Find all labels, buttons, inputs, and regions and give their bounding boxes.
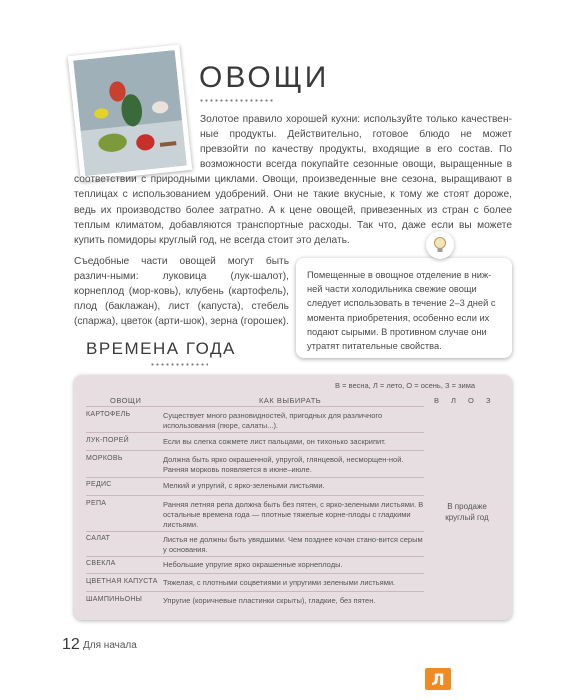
intro-paragraph: Золотое правило хорошей кухни: используйте только качествен-ные продукты. Действительно, готовое блюдо не может превзойти по качеству продукты, входящие в его состав. По возможности всегда покупайте сезонные овощи, выращенные в соответствии с природными циклами. Овощи, произведенные вне сезона, выращивают в теплицах с использованием удобрений. Они не такие вкусные, к тому же стоят дороже, ведь их производство более затратно. А к цене овощей, привезенных из стран с более теплым климатом, добавляются транспортные расходы. Так что, даже если вы можете купить помидоры круглый год, не всегда стоит это делать. <box>74 114 512 246</box>
table-row-description: Мелкий и упругий, с ярко-зелеными листьями. <box>163 481 325 490</box>
row-separator <box>86 531 424 532</box>
title-underline-dots <box>199 99 275 102</box>
column-header-spring: В <box>434 396 440 405</box>
seasons-underline-dots <box>150 363 208 366</box>
column-header-vegetables: ОВОЩИ <box>110 396 142 405</box>
table-row-description: Должна быть ярко окрашенной, упругой, глянцевой, несморщен-ной. Ранняя морковь появляется в июне–июле. <box>163 455 404 474</box>
page-section-name: Для начала <box>83 640 137 651</box>
table-row-description: Тяжелая, с плотными соцветиями и упругими зелеными листьями. <box>163 578 396 587</box>
page-number: 12 <box>62 636 80 653</box>
column-header-how-to-choose: КАК ВЫБИРАТЬ <box>259 396 322 405</box>
row-separator <box>86 432 424 433</box>
storage-tip-text: Помещенные в овощное отделение в ниж-ней части холодильника свежие овощи следует использовать в течение 2–3 дней с момента приобретения, особенно если их подают сырыми. В противном случае они утратят питательные свойства. <box>307 270 496 352</box>
table-row-name: ШАМПИНЬОНЫ <box>86 596 143 603</box>
season-legend: В = весна, Л = лето, О = осень, З = зима <box>335 381 476 390</box>
table-row-name: КАРТОФЕЛЬ <box>86 411 131 418</box>
row-separator <box>86 573 424 574</box>
table-row-description: Листья не должны быть увядшими. Чем позднее кочан стано-вится серым у основания. <box>163 535 423 554</box>
row-separator <box>86 406 424 407</box>
row-separator <box>86 556 424 557</box>
edible-parts-paragraph: Съедобные части овощей могут быть различ-ными: луковица (лук-шалот), корнеплод (мор-ковь), клубень (картофель), плод (баклажан), лист (капуста), стебель (спаржа), цветок (арти-шок), зерна (горошек). <box>74 256 289 328</box>
publisher-logo: Л <box>425 668 451 690</box>
table-row-name: САЛАТ <box>86 535 111 542</box>
lightbulb-icon <box>426 231 454 259</box>
table-row-name: МОРКОВЬ <box>86 455 123 462</box>
row-separator <box>86 495 424 496</box>
table-row-name: ЦВЕТНАЯ КАПУСТА <box>86 578 158 585</box>
row-separator <box>86 477 424 478</box>
year-round-note: В продаже круглый год <box>445 502 489 522</box>
table-row-description: Существует много разновидностей, пригодных для различного использования (пюре, салаты...). <box>163 411 383 430</box>
column-header-summer: Л <box>451 396 457 405</box>
table-row-name: СВЕКЛА <box>86 560 116 567</box>
table-row-description: Ранняя летняя репа должна быть без пятен, с ярко-зелеными листьями. В остальные времена года — плотные тяжелые корне-плоды с гладкими листьями. <box>163 500 424 529</box>
page-title: ОВОЩИ <box>199 61 330 94</box>
row-separator <box>86 450 424 451</box>
row-separator <box>86 591 424 592</box>
seasons-heading: ВРЕМЕНА ГОДА <box>86 339 236 358</box>
table-row-name: РЕДИС <box>86 481 112 488</box>
column-header-autumn: О <box>468 396 475 405</box>
table-row-description: Упругие (коричневые пластинки скрыты), гладкие, без пятен. <box>163 596 376 605</box>
column-header-winter: З <box>486 396 492 405</box>
table-row-description: Если вы слегка сожмете лист пальцами, он тихонько заскрипит. <box>163 437 386 446</box>
table-row-description: Небольшие упругие ярко окрашенные корнеплоды. <box>163 560 343 569</box>
table-row-name: ЛУК-ПОРЕЙ <box>86 437 129 444</box>
photo-wrap-spacer <box>74 112 200 172</box>
table-row-name: РЕПА <box>86 500 107 507</box>
